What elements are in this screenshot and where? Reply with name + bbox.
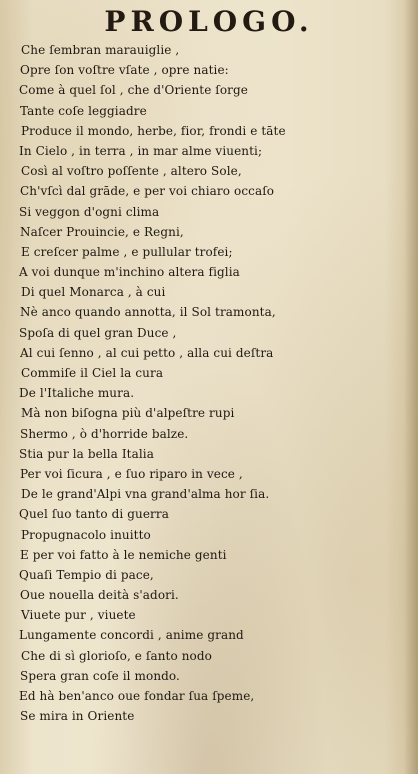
verse-line: Commiſe il Ciel la cura (21, 366, 164, 380)
verse-line: E creſcer palme , e pullular trofei; (21, 244, 233, 259)
verse-line: Produce il mondo, herbe, fior, frondi e tāte (21, 123, 286, 138)
verse-text (20, 40, 410, 726)
verse-line: Viuete pur , viuete (21, 608, 136, 623)
verse-line: Shermo , ò d'horride balze. (20, 426, 189, 441)
verse-line: A voi dunque m'inchino altera figlia (19, 265, 240, 280)
verse-line: Spoſa di quel gran Duce , (19, 325, 177, 340)
verse-line: Ed hà ben'anco oue fondar ſua ſpeme, (19, 689, 255, 703)
verse-line: Ch'vſcì dal grāde, e per voi chiaro occaſo (20, 184, 275, 199)
verse-line: Così al voſtro poſſente , altero Sole, (21, 164, 242, 179)
verse-line: Quaſi Tempio di pace, (19, 567, 154, 582)
verse-line: Quel ſuo tanto di guerra (19, 507, 169, 522)
verse-line: Stia pur la bella Italia (19, 446, 154, 461)
verse-line: Come à quel ſol , che d'Oriente ſorge (19, 83, 248, 98)
verse-line: Propugnacolo inuitto (21, 527, 151, 542)
verse-line: E per voi fatto à le nemiche genti (20, 547, 227, 562)
verse-line: Si veggon d'ogni clima (19, 204, 160, 219)
verse-line: Se mira in Oriente (20, 709, 135, 724)
verse-line: Spera gran coſe il mondo. (20, 668, 180, 683)
verse-line: Naſcer Prouincie, e Regni, (20, 224, 184, 239)
verse-line: De le grand'Alpi vna grand'alma hor ſia. (21, 487, 270, 502)
verse-line: In Cielo , in terra , in mar alme viuenti; (19, 143, 263, 158)
verse-line: Mà non biſogna più d'alpeſtre rupi (21, 406, 235, 421)
verse-line: Che ſembran marauiglie , (21, 43, 180, 57)
verse-line: Tante coſe leggiadre (20, 103, 147, 118)
verse-line: Nè anco quando annotta, il Sol tramonta, (20, 305, 276, 320)
verse-line: Per voi ſicura , e ſuo riparo in vece , (20, 466, 243, 481)
verse-line: Al cui ſenno , al cui petto , alla cui deſtra (20, 345, 274, 360)
verse-line: De l'Italiche mura. (19, 386, 135, 401)
verse-line: Oue nouella deità s'adori. (20, 588, 179, 603)
verse-line: Opre ſon voſtre vſate , opre natie: (20, 63, 229, 78)
page-title: PROLOGO. (104, 5, 314, 38)
verse-line: Che di sì glorioſo, e ſanto nodo (21, 648, 212, 663)
verse-line: Di quel Monarca , à cui (21, 285, 166, 300)
verse-line: Lungamente concordi , anime grand (19, 628, 244, 643)
